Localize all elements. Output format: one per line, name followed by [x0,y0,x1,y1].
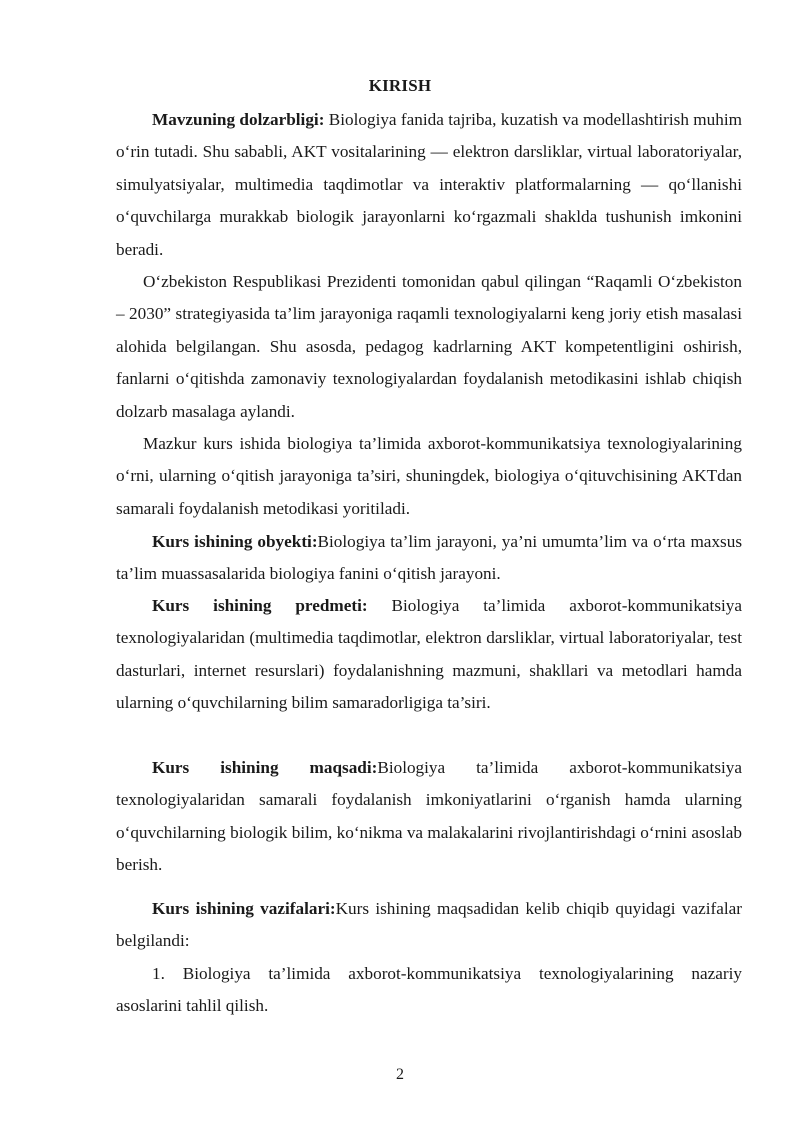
paragraph-strategy [116,266,742,428]
paragraph-text: Biologiya ta’lim jarayoni, ya’ni umumta’lim va o‘rta maxsus ta’lim muassasalarida biologiya fanini o‘qitish jarayoni. [116,532,743,584]
paragraph-lead: Kurs ishining obyekti: [152,532,318,551]
paragraph-text: O‘zbekiston Respublikasi Prezidenti tomonidan qabul qilingan “Raqamli O‘zbekiston – 2030” strategiyasida ta’lim jarayoniga raqamli texnologiyalarni keng joriy etish masalasi alohida belgilangan. Shu asosda, pedagog kadrlarning AKT kompetentligini oshirish, fanlarni o‘qitishda zamonaviy texnologiyalardan foydalanish metodikasini ishlab chiqish dolzarb masalaga aylandi. [116,272,742,421]
paragraph-lead: Kurs ishining vazifalari: [152,899,336,918]
paragraph-text: Biologiya fanida tajriba, kuzatish va modellashtirish muhim o‘rin tutadi. Shu sababli, AKT vositalarining — elektron darsliklar, virtual laboratoriyalar, simulyatsiyalar, multimedia taqdimotlar va interaktiv platformalarning — qo‘llanishi o‘quvchilarga murakkab biologik jarayonlarni ko‘rgazmali shaklda tushunish imkonini beradi. [116,110,742,259]
paragraph-lead: Kurs ishining predmeti: [152,596,368,615]
paragraph-text: Mazkur kurs ishida biologiya ta’limida axborot-kommunikatsiya texnologiyalarining o‘rni, ularning o‘qitish jarayoniga ta’siri, shuningdek, biologiya o‘qituvchisining AKTdan samarali foydalanish metodikasi yoritiladi. [116,434,742,518]
page-number: 2 [396,1066,404,1083]
task-list-item [116,958,742,1023]
paragraph-lead: Mavzuning dolzarbligi: [152,110,325,129]
paragraph-text: Biologiya ta’limida axborot-kommunikatsiya texnologiyalaridan samarali foydalanish imkoniyatlarini o‘rganish hamda ularning o‘quvchilarning biologik bilim, ko‘nikma va malakalarini rivojlantirishdagi o‘rnini asoslab berish. [116,758,743,875]
paragraph-object [116,526,742,591]
paragraph-lead: Kurs ishining maqsadi: [152,758,378,777]
paragraph-text: Kurs ishining maqsadidan kelib chiqib quyidagi vazifalar belgilandi: [116,899,743,951]
paragraph-scope [116,428,742,525]
page-title: KIRISH [368,76,432,95]
paragraph-tasks [116,893,742,958]
paragraph-relevance [116,104,742,266]
paragraph-text: Biologiya ta’limida axborot-kommunikatsiya texnologiyalaridan (multimedia taqdimotlar, elektron darsliklar, virtual laboratoriyalar, test dasturlari, internet resurslari) foydalanishning mazmuni, shakllari va metodlari hamda ularning o‘quvchilarning bilim samaradorligiga ta’siri. [116,596,743,713]
paragraph-subject [116,590,742,720]
paragraph-text: 1. Biologiya ta’limida axborot-kommunikatsiya texnologiyalarining nazariy asoslarini tahlil qilish. [116,964,742,1016]
paragraph-goal [116,752,742,882]
